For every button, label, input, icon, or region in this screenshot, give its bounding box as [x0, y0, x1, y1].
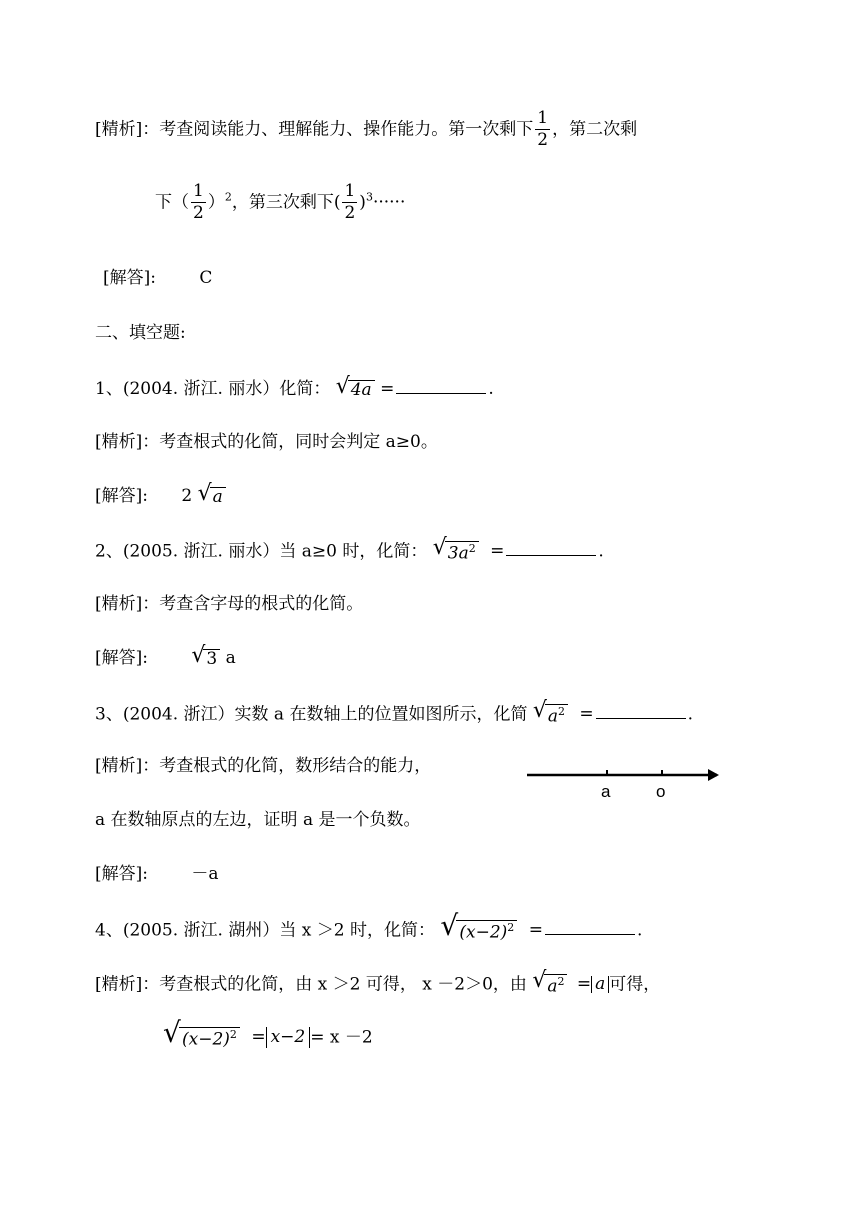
question-2-analysis: [精析]：考查含字母的根式的化简。 [95, 594, 364, 614]
label-a: a [601, 782, 611, 801]
answer-value: C [199, 268, 213, 288]
question-4-result: √ $(x-2)^2 = x-2 = x -2$ [163, 1016, 373, 1050]
answer-blank[interactable] [545, 934, 635, 935]
sqrt-expr: √ 4a [336, 380, 375, 399]
sqrt-expr: √ a [198, 487, 226, 506]
sqrt-expr: √ $a^2$ [532, 974, 567, 996]
fraction-1: $\frac{1}{2}$ [193, 181, 204, 223]
question-1-analysis: [精析]：考查根式的化简，同时会判定 a≥0。 [95, 432, 438, 452]
answer-label: [解答]: [103, 268, 156, 288]
answer-line-0 [103, 270, 212, 287]
line-analysis-2: 下（ $\frac{1}{2}$ ）$^2$，第三次剩下( $\frac{1}{2}$ )$^3$······ [155, 181, 406, 223]
fraction-2: $\frac{1}{2}$ [344, 181, 356, 223]
abs-value: x−2 [266, 1027, 311, 1048]
question-3: 3、(2004. 浙江）实数 a 在数轴上的位置如图所示，化简 √ $a^2$ = . [95, 698, 694, 727]
section-title: 二、填空题: [95, 323, 186, 343]
analysis-text-cont: ，第二次剩 [552, 119, 638, 140]
fraction: $\frac{1}{2}$ [537, 108, 549, 150]
analysis-text: [精析]：考查阅读能力、理解能力、操作能力。第一次剩下 [95, 119, 534, 140]
answer-blank[interactable] [396, 393, 486, 394]
question-1-answer: [解答]: 2 √ a [95, 487, 226, 506]
question-3-answer: [解答]: －a [95, 864, 219, 884]
question-4-analysis: [精析]：考查根式的化简，由 x ＞2 可得， x －2＞0，由 √ $a^2 = a$ 可得， [95, 968, 661, 997]
question-2-answer: [解答]: √ 3 a [95, 643, 236, 669]
axis-arrow [708, 769, 719, 781]
answer-blank[interactable] [596, 718, 686, 719]
line-analysis-1 [95, 110, 637, 150]
sqrt-expr: √ 3 [191, 649, 220, 668]
abs-value: a [591, 976, 609, 993]
sqrt-expr: √ $a^2$ [533, 704, 568, 726]
question-2: 2、(2005. 浙江. 丽水）当 a≥0 时，化简： √ $3a^2$ = . [95, 535, 604, 564]
question-3-analysis-2: a 在数轴原点的左边，证明 a 是一个负数。 [95, 810, 421, 830]
sqrt-expr: √ $3a^2$ [433, 541, 479, 563]
sqrt-expr: √ $(x-2)^2$ [163, 1027, 240, 1049]
question-3-analysis: [精析]：考查根式的化简，数形结合的能力， [95, 756, 432, 776]
number-line [527, 763, 727, 803]
answer-blank[interactable] [506, 555, 596, 556]
question-1: 1、(2004. 浙江. 丽水）化简： √ 4a = . [95, 374, 494, 400]
question-4: 4、(2005. 浙江. 湖州）当 x ＞2 时，化简： √ $(x-2)^2$ = . [95, 909, 643, 943]
label-o: o [656, 782, 666, 801]
sqrt-expr: √ $(x-2)^2$ [440, 920, 517, 942]
